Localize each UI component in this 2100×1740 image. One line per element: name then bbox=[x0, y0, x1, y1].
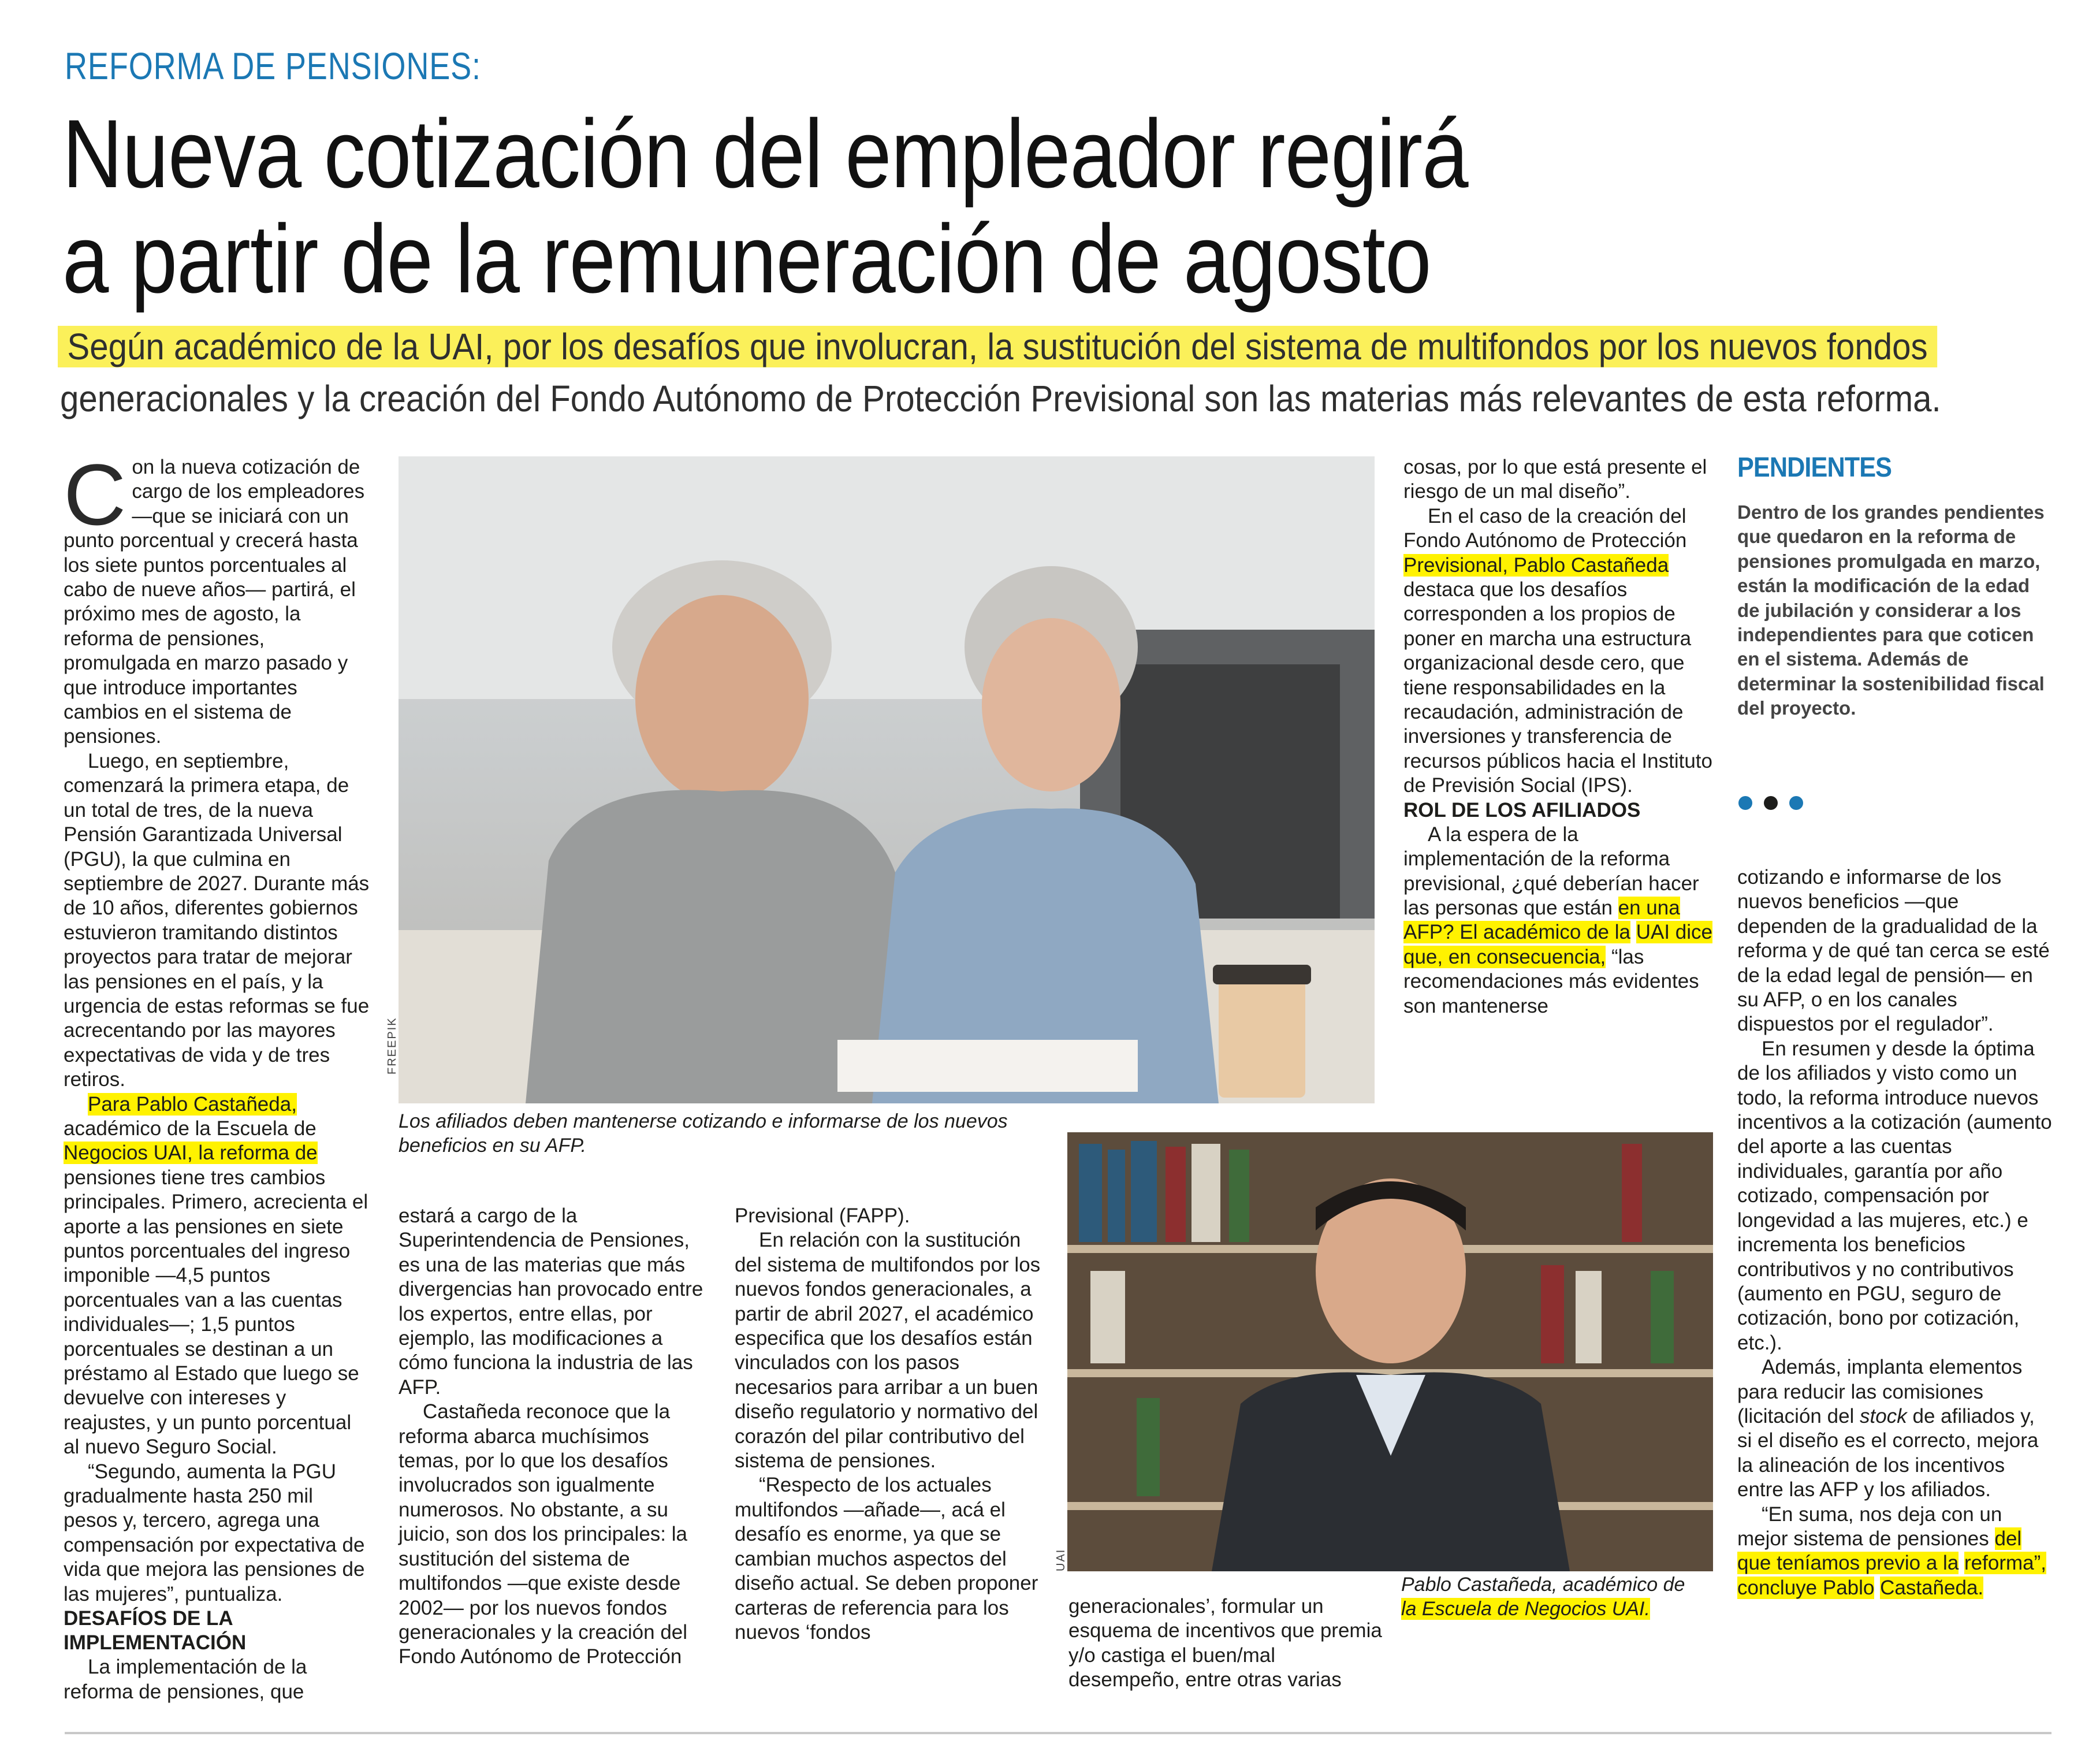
paragraph-c6-2: En resumen y desde la óptima de los afiliados y visto como un todo, la reforma introduce nuevos incentivos a la cotización (aumento del aporte a las cuentas individuales, garantía por año cotizado, compensación por longevidad a las mujeres, etc.) e incrementa los beneficios contributivos y no contributivos (aumento en PGU, seguro de cotización, bono por cotización, etc.). bbox=[1737, 1037, 2052, 1354]
paragraph-c6-1: cotizando e informarse de los nuevos beneficios —que dependen de la gradualidad de la reforma y de qué tan cerca se esté de la edad legal de pensión— en su AFP, o en los canales dispuestos por el regulador”. bbox=[1737, 866, 2050, 1036]
paragraph-intro: Con la nueva cotización de cargo de los empleadores —que se iniciará con un punto porcentual y crecerá hasta los siete puntos porcentuales al cabo de nueve años— partirá, el próximo mes de agosto, la reforma de pensiones, promulgada en marzo pasado y que introduce importantes cambios en el sistema de pensiones. bbox=[64, 446, 365, 748]
bottom-rule bbox=[65, 1732, 2051, 1734]
headline-line-1: Nueva cotización del empleador regirá bbox=[62, 99, 1468, 208]
paragraph-c2-1: estará a cargo de la Superintendencia de Pensiones, es una de las materias que más divergencias han provocado entre los expertos, entre ellas, por ejemplo, las modificaciones a cómo funciona la industria de las AFP. bbox=[399, 1204, 703, 1399]
dot-icon bbox=[1738, 796, 1752, 810]
column-2 bbox=[399, 1204, 715, 1670]
photo-couple-illustration bbox=[399, 456, 1375, 1103]
paragraph-3: Para Pablo Castañeda, académico de la Escuela de Negocios UAI, la reforma de pensiones tiene tres cambios principales. Primero, acrecienta el aporte a las pensiones en siete puntos porcentuales del ingreso imponible —4,5 puntos porcentuales van a las cuentas individuales—; 1,5 puntos porcentuales se destinan a un préstamo al Estado que luego se devuelve con intereses y reajustes, y un punto porcentual al nuevo Seguro Social. bbox=[64, 1092, 368, 1459]
paragraph-c3-2: En relación con la sustitución del sistema de multifondos por los nuevos fondos generacionales, a partir de abril 2027, el académico especifica que los desafíos están vinculados con los pasos necesarios para arribar a un buen diseño regulatorio y normativo del corazón del pilar contributivo del sistema de pensiones. bbox=[735, 1229, 1041, 1473]
paragraph-c6-3: Además, implanta elementos para reducir las comisiones (licitación del stock de afiliados y, si el diseño es el correcto, mejora la alineación de los incentivos entre las AFP y los afiliados. bbox=[1737, 1356, 2039, 1501]
column-3 bbox=[735, 1204, 1047, 1645]
highlight-text: en una AFP? El académico de la bbox=[1403, 896, 1680, 944]
paragraph-c5-2: En el caso de la creación del Fondo Autónomo de Protección Previsional, Pablo Castañeda destaca que los desafíos corresponden a los propios de poner en marcha una estructura organizacional desde cero, que tiene responsabilidades en la recaudación, administración de inversiones y transferencia de recursos públicos hacia el Instituto de Previsión Social (IPS). bbox=[1403, 504, 1712, 797]
deck-line-2: generacionales y la creación del Fondo Autónomo de Protección Previsional son las materias más relevantes de esta reforma. bbox=[60, 378, 1941, 419]
emphasis-stock: stock bbox=[1860, 1404, 1907, 1427]
photo-credit-uai: UAI bbox=[1055, 1548, 1067, 1571]
highlight-text: Para Pablo Castañeda, bbox=[88, 1092, 297, 1116]
highlight-text: Previsional, Pablo Castañeda bbox=[1403, 553, 1669, 577]
deck bbox=[58, 322, 1928, 371]
column-1 bbox=[64, 446, 373, 1704]
highlight-text: reforma”, concluye Pablo bbox=[1737, 1552, 2046, 1599]
highlight-text: UAI dice que, en consecuencia, bbox=[1403, 921, 1712, 968]
paragraph-c2-2: Castañeda reconoce que la reforma abarca muchísimos temas, por lo que los desafíos involucrados son igualmente numerosos. No obstante, a su juicio, son dos los principales: la sustitución del sistema de multifondos —que existe desde 2002— por los nuevos fondos generacionales y la creación del Fondo Autónomo de Protección bbox=[399, 1400, 688, 1668]
photo-portrait-illustration bbox=[1067, 1132, 1713, 1571]
paragraph-c4-1: generacionales’, formular un esquema de incentivos que premia y/o castiga el buen/mal desempeño, entre otras varias bbox=[1068, 1595, 1382, 1691]
paragraph-2: Luego, en septiembre, comenzará la primera etapa, de un total de tres, de la nueva Pensión Garantizada Universal (PGU), la que culmina en septiembre de 2027. Durante más de 10 años, diferentes gobiernos estuvieron tramitando distintos proyectos para tratar de mejorar las pensiones en el país, y la urgencia de estas reformas se fue acrecentando por las mayores expectativas de vida y de tres retiros. bbox=[64, 749, 370, 1091]
caption-line-1: Pablo Castañeda, académico de bbox=[1401, 1574, 1685, 1596]
subheading-rol: ROL DE LOS AFILIADOS bbox=[1403, 798, 1641, 821]
headline-line-2: a partir de la remuneración de agosto bbox=[62, 205, 1431, 313]
sidebar-text: Dentro de los grandes pendientes que quedaron en la reforma de pensiones promulgada en marzo, están la modificación de la edad de jubilación y considerar a los independientes para que coticen en el sistema. Además de determinar la sostenibilidad fiscal del proyecto. bbox=[1737, 501, 2045, 719]
photo-caption-couple: Los afiliados deben mantenerse cotizando e informarse de los nuevos beneficios en su AFP. bbox=[399, 1110, 1008, 1157]
dot-icon bbox=[1789, 796, 1803, 810]
photo-caption-portrait bbox=[1401, 1572, 1725, 1621]
paragraph-5: La implementación de la reforma de pensiones, que bbox=[64, 1656, 307, 1703]
sidebar-title: PENDIENTES bbox=[1737, 452, 1892, 483]
paragraph-c3-3: “Respecto de los actuales multifondos —añade—, acá el desafío es enorme, ya que se cambian muchos aspectos del diseño actual. Se deben proponer carteras de referencia para los nuevos ‘fondos bbox=[735, 1474, 1038, 1644]
section-kicker: REFORMA DE PENSIONES: bbox=[65, 44, 481, 87]
drop-cap: C bbox=[64, 446, 126, 543]
column-6 bbox=[1737, 865, 2052, 1600]
paragraph-c3-1: Previsional (FAPP). bbox=[735, 1204, 910, 1227]
photo-couple bbox=[399, 456, 1375, 1103]
highlight-text: Castañeda. bbox=[1880, 1576, 1984, 1599]
deck-line-1-highlight: Según académico de la UAI, por los desafíos que involucran, la sustitución del sistema de multifondos por los nuevos fondos bbox=[58, 326, 1937, 367]
headline bbox=[62, 101, 1468, 311]
highlight-text: Negocios UAI, la reforma de bbox=[64, 1142, 318, 1165]
photo-credit-freepik: FREEPIK bbox=[386, 1017, 399, 1075]
photo-pablo-castaneda bbox=[1067, 1132, 1713, 1571]
paragraph-4: “Segundo, aumenta la PGU gradualmente hasta 250 mil pesos y, tercero, agrega una compensación por expectativa de vida que mejora las pensiones de las mujeres”, puntualiza. bbox=[64, 1460, 365, 1605]
highlight-text: del que teníamos previo a la bbox=[1737, 1527, 2022, 1575]
column-5 bbox=[1403, 455, 1715, 1018]
column-4 bbox=[1068, 1594, 1392, 1693]
dot-icon bbox=[1764, 796, 1778, 810]
highlight-text: la Escuela de Negocios UAI. bbox=[1401, 1598, 1650, 1620]
paragraph-c5-3: A la espera de la implementación de la reforma previsional, ¿qué deberían hacer las personas que están en una AFP? El académico de la UAI dice que, en consecuencia, “las recomendaciones más evidentes son mantenerse bbox=[1403, 823, 1712, 1017]
subheading-desafios: DESAFÍOS DE LA IMPLEMENTACIÓN bbox=[64, 1607, 247, 1655]
paragraph-c5-1: cosas, por lo que está presente el riesgo de un mal diseño”. bbox=[1403, 456, 1707, 503]
paragraph-c6-4: “En suma, nos deja con un mejor sistema de pensiones del que teníamos previo a la reforma”, concluye Pablo Castañeda. bbox=[1737, 1503, 2046, 1599]
